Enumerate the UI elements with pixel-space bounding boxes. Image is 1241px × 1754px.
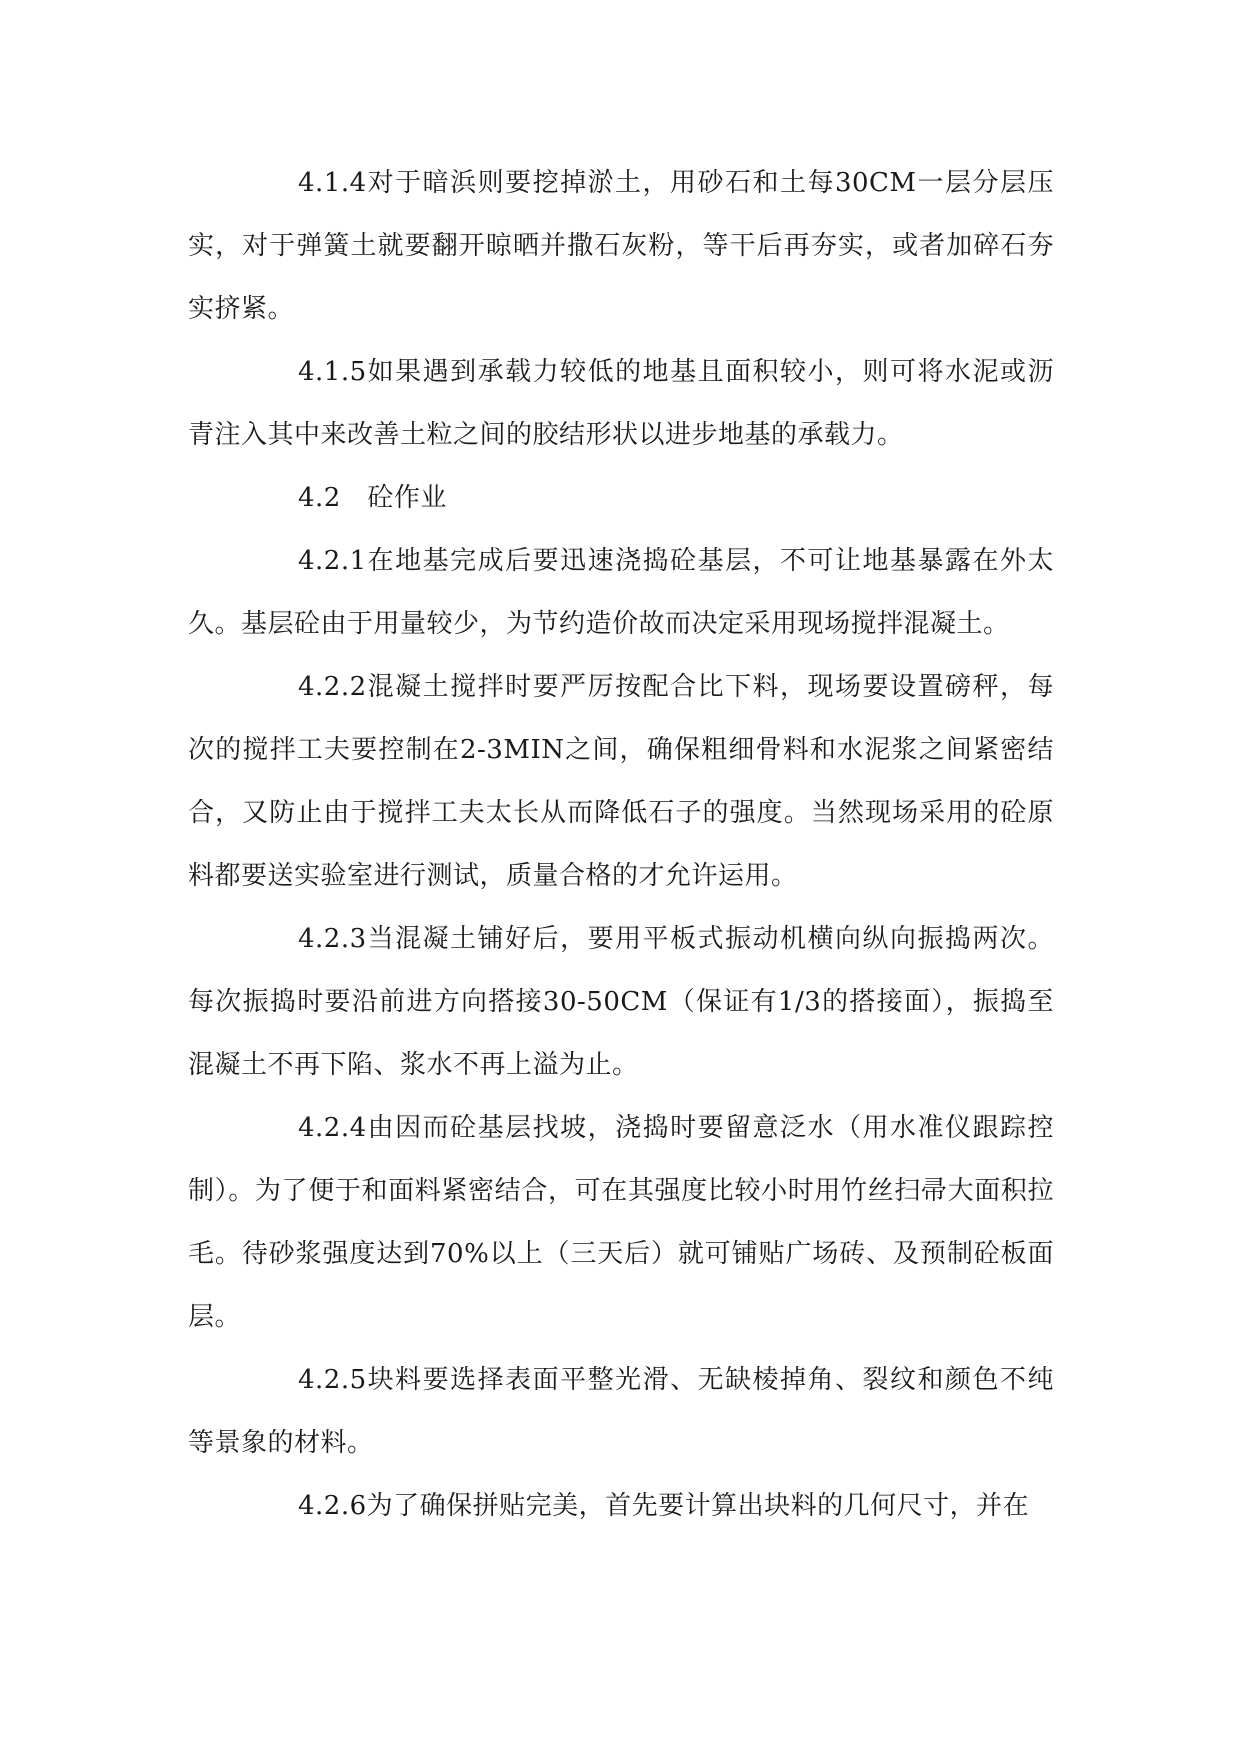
- paragraph-4-2-1: 4.2.1在地基完成后要迅速浇捣砼基层，不可让地基暴露在外太久。基层砼由于用量较少，为节约造价故而决定采用现场搅拌混凝土。: [188, 546, 1054, 639]
- paragraph-4-2-2: 4.2.2混凝土搅拌时要严厉按配合比下料，现场要设置磅秤，每次的搅拌工夫要控制在2-3MIN之间，确保粗细骨料和水泥浆之间紧密结合，又防止由于搅拌工夫太长从而降低石子的强度。当然现场采用的砼原料都要送实验室进行测试，质量合格的才允许运用。: [188, 672, 1054, 891]
- paragraph-4-2-6: 4.2.6为了确保拼贴完美，首先要计算出块料的几何尺寸，并在: [298, 1491, 1030, 1521]
- paragraph-4-2-5: 4.2.5块料要选择表面平整光滑、无缺棱掉角、裂纹和颜色不纯等景象的材料。: [188, 1365, 1054, 1458]
- paragraph-4-2-4: 4.2.4由因而砼基层找坡，浇捣时要留意泛水（用水准仪跟踪控制）。为了便于和面料紧密结合，可在其强度比较小时用竹丝扫帚大面积拉毛。待砂浆强度达到70%以上（三天后）就可铺贴广场砖、及预制砼板面层。: [188, 1113, 1054, 1332]
- paragraph-4-1-5: 4.1.5如果遇到承载力较低的地基且面积较小，则可将水泥或沥青注入其中来改善土粒之间的胶结形状以进步地基的承载力。: [188, 357, 1054, 450]
- document-page: [188, 152, 1054, 1538]
- paragraph-4-1-4: 4.1.4对于暗浜则要挖掉淤土，用砂石和土每30CM一层分层压实，对于弹簧土就要翻开晾晒并撒石灰粉，等干后再夯实，或者加碎石夯实挤紧。: [188, 168, 1054, 324]
- paragraph-4-2-3: 4.2.3当混凝土铺好后，要用平板式振动机横向纵向振捣两次。每次振捣时要沿前进方向搭接30-50CM（保证有1/3的搭接面），振捣至混凝土不再下陷、浆水不再上溢为止。: [188, 924, 1054, 1080]
- section-heading-4-2: 4.2 砼作业: [298, 483, 447, 513]
